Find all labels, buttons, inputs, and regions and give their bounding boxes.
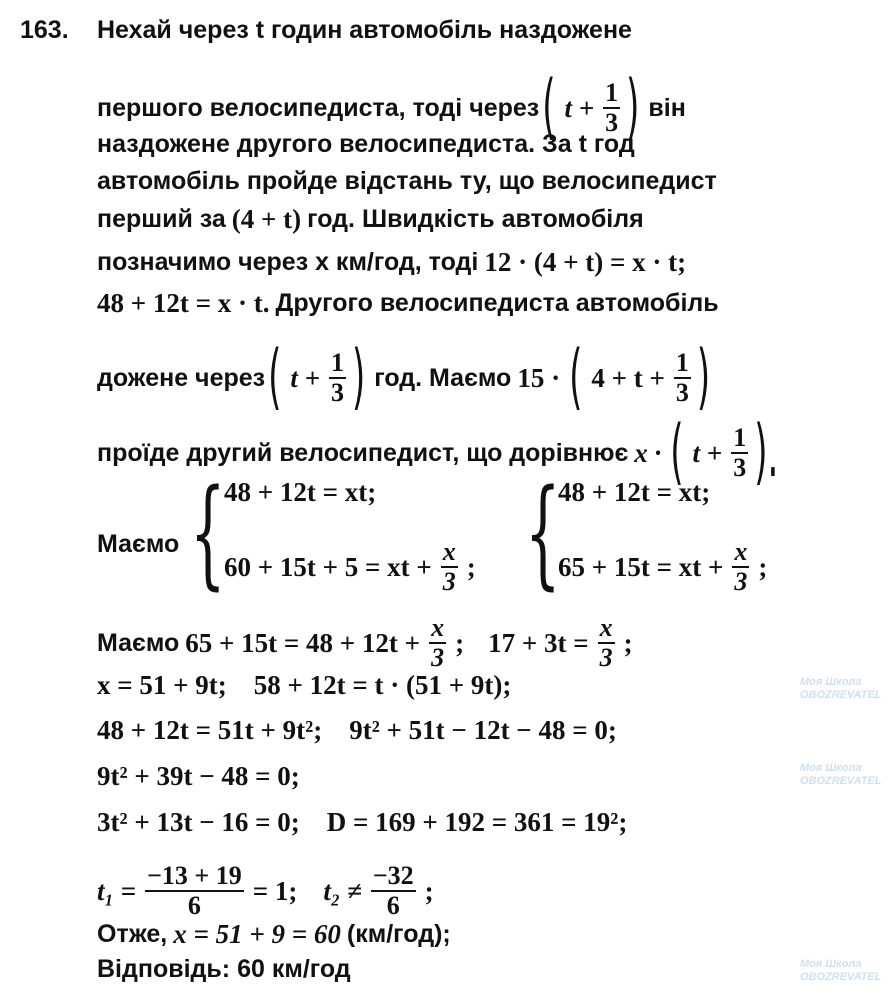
math: 4 + t + [591, 363, 665, 393]
watermark-text: Моя Школа [800, 676, 862, 688]
denominator: 6 [187, 891, 201, 920]
watermark-text: OBOZREVATEL [800, 689, 882, 701]
math: ; [455, 628, 465, 658]
math: 48 + 12t = 51t + 9t²; 9t² + 51t − 12t − 48 = 0; [97, 715, 617, 745]
paren-close: ) [352, 336, 366, 420]
numerator: −13 + 19 [147, 861, 242, 890]
fraction [731, 424, 748, 482]
paren-close: ) [696, 336, 711, 420]
paren-close: ). [754, 411, 779, 495]
line-16 [97, 918, 451, 950]
math: 17 + 3t = [488, 628, 589, 658]
numerator: 1 [675, 348, 689, 377]
math: 48 + 12t = x · t. [97, 288, 270, 318]
system-1-eq-1 [218, 476, 382, 508]
fraction [145, 862, 244, 920]
math: (4 + t) [231, 204, 302, 234]
math: 48 + 12t = xt; [224, 477, 377, 507]
text: перший за [97, 205, 226, 233]
text: год. Маємо [374, 364, 512, 392]
denominator: 3 [331, 378, 344, 407]
brace-2: { [525, 465, 561, 603]
system-label [97, 528, 179, 560]
math: 12 · (4 + t) = x · t; [484, 247, 687, 277]
watermark-text: OBOZREVATEL [800, 971, 882, 983]
answer-line [97, 953, 351, 985]
paren-open: ( [670, 411, 684, 495]
math: x · [634, 438, 662, 468]
line-15 [97, 862, 440, 920]
line-7 [97, 287, 719, 319]
math: x = 51 + 9t; 58 + 12t = t · (51 + 9t); [97, 670, 512, 700]
numerator: x [431, 613, 445, 642]
line-11 [97, 669, 517, 701]
fraction [674, 349, 691, 407]
denominator: 3 [599, 643, 613, 672]
fraction [598, 614, 615, 672]
math: 15 · [517, 363, 561, 393]
system-2-eq-1 [552, 476, 716, 508]
line-8 [97, 336, 713, 420]
text: (км/год); [346, 920, 451, 948]
numerator: 1 [733, 423, 747, 452]
text: Маємо [97, 530, 180, 558]
text: дожене через [97, 364, 266, 392]
math: t + [564, 93, 595, 123]
denominator: 3 [431, 643, 445, 672]
math: 60 + 15t + 5 = xt + [224, 552, 432, 582]
text: позначимо через x км/год, тоді [97, 248, 479, 276]
text: автомобіль пройде відстань ту, що велосипедист [97, 167, 717, 195]
system-1-eq-2 [218, 538, 482, 596]
math: t + [290, 363, 320, 393]
numerator: 1 [331, 348, 344, 377]
text: Другого велосипедиста автомобіль [275, 289, 719, 317]
text: першого велосипедиста, тоді через [97, 94, 540, 122]
watermark [800, 676, 888, 702]
math: 3t² + 13t − 16 = 0; D = 169 + 192 = 361 = 19²; [97, 807, 628, 837]
fraction [371, 862, 416, 920]
denominator: 3 [605, 108, 619, 137]
fraction [732, 538, 749, 596]
line-3 [97, 128, 635, 160]
denominator: 3 [733, 453, 747, 482]
text: проїде другий велосипедист, що дорівнює [97, 439, 629, 467]
fraction [441, 538, 458, 596]
denominator: 6 [386, 891, 400, 920]
line-1 [97, 14, 632, 46]
watermark [800, 762, 888, 788]
math: x = 51 + 9 = 60 [173, 919, 341, 949]
math: t + [692, 438, 723, 468]
math: ; [466, 552, 476, 582]
problem-number [20, 14, 69, 46]
system-2-eq-2 [552, 538, 773, 596]
math: ; [758, 552, 768, 582]
text: він [648, 94, 686, 122]
text: Маємо [97, 629, 180, 657]
fraction [429, 614, 446, 672]
numerator: 1 [605, 78, 619, 107]
math: ; [623, 628, 633, 658]
fraction [329, 349, 346, 407]
answer-text: Відповідь: 60 км/год [97, 955, 351, 983]
denominator: 3 [675, 378, 689, 407]
numerator: −32 [372, 861, 414, 890]
math: t₁ = [97, 876, 137, 906]
text: наздожене другого велосипедиста. За t год [97, 130, 635, 158]
math: 9t² + 39t − 48 = 0; [97, 761, 300, 791]
text: Отже, [97, 920, 168, 948]
numerator: x [734, 537, 748, 566]
line-14 [97, 806, 633, 838]
numerator: x [599, 613, 613, 642]
problem-number-text: 163. [20, 16, 69, 44]
watermark-text: Моя Школа [800, 762, 862, 774]
numerator: x [442, 537, 456, 566]
line-10 [97, 614, 639, 672]
denominator: 3 [734, 567, 748, 596]
watermark-text: OBOZREVATEL [800, 775, 882, 787]
line-13 [97, 760, 306, 792]
paren-open: ( [268, 336, 282, 420]
math: = 1; [252, 876, 298, 906]
denominator: 3 [442, 567, 456, 596]
watermark [800, 958, 888, 984]
line-12 [97, 714, 623, 746]
paren-close: ) [626, 66, 640, 150]
line-5 [97, 203, 644, 235]
math: t₂ ≠ [323, 876, 362, 906]
line-4 [97, 165, 717, 197]
text: год. Швидкість автомобіля [307, 205, 644, 233]
math: 48 + 12t = xt; [558, 477, 711, 507]
math: 65 + 15t = 48 + 12t + [185, 628, 421, 658]
brace-1: { [190, 465, 226, 603]
math: ; [424, 876, 434, 906]
paren-open: ( [542, 66, 556, 150]
math: 65 + 15t = xt + [558, 552, 724, 582]
watermark-text: Моя Школа [800, 958, 862, 970]
text: Нехай через t годин автомобіль наздожене [97, 16, 632, 44]
paren-open: ( [569, 336, 583, 420]
line-6 [97, 246, 692, 278]
